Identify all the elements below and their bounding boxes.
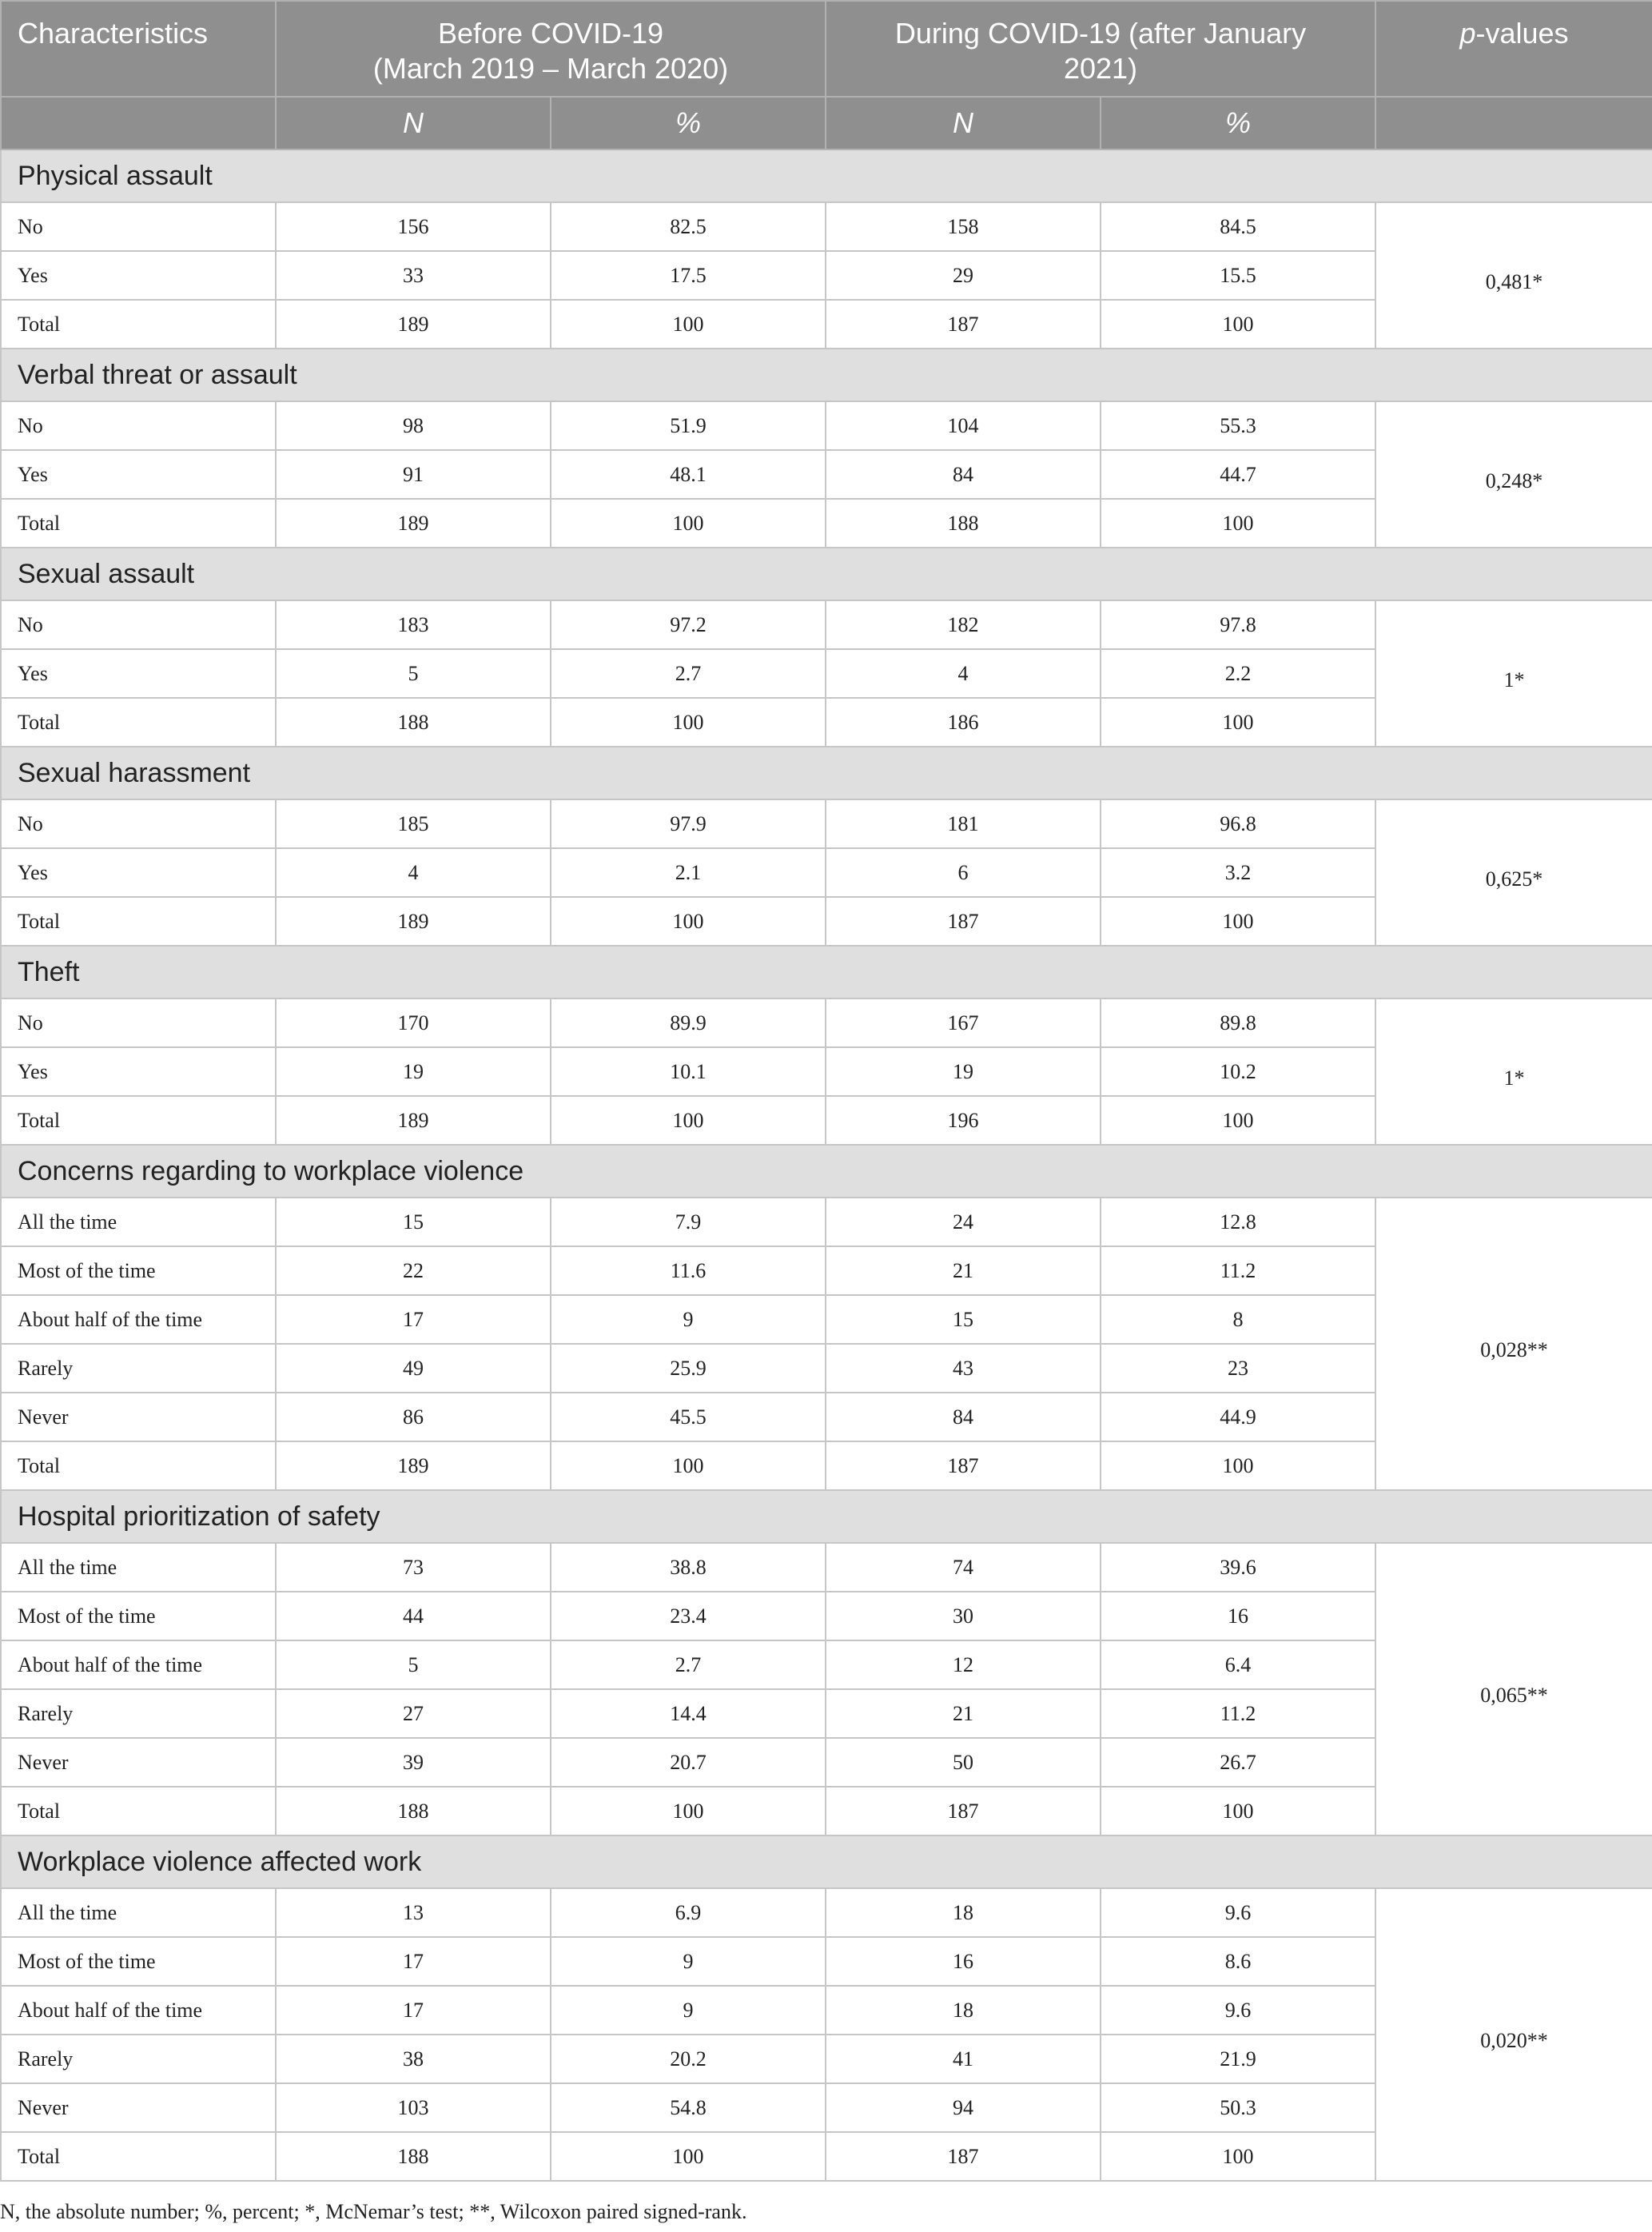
during-n-cell: 21 xyxy=(826,1246,1101,1295)
before-n-cell: 15 xyxy=(276,1198,551,1246)
before-n-cell: 4 xyxy=(276,848,551,897)
section-header-row xyxy=(1,946,1652,998)
during-percent-cell: 8 xyxy=(1101,1295,1375,1344)
row-label: All the time xyxy=(1,1198,276,1246)
during-percent-cell: 12.8 xyxy=(1101,1198,1375,1246)
before-n-cell: 188 xyxy=(276,1787,551,1835)
during-percent-cell: 11.2 xyxy=(1101,1246,1375,1295)
before-n-cell: 33 xyxy=(276,251,551,300)
during-percent-header: % xyxy=(1101,97,1375,149)
row-label: About half of the time xyxy=(1,1295,276,1344)
before-n-cell: 91 xyxy=(276,450,551,499)
during-percent-cell: 100 xyxy=(1101,1096,1375,1145)
p-value-cell: 0,020** xyxy=(1375,1888,1652,2181)
before-n-cell: 17 xyxy=(276,1295,551,1344)
before-n-cell: 38 xyxy=(276,2035,551,2083)
before-percent-cell: 100 xyxy=(551,698,826,747)
during-n-cell: 24 xyxy=(826,1198,1101,1246)
section-title: Physical assault xyxy=(1,149,1652,202)
table-row xyxy=(1,600,1652,649)
before-n-cell: 189 xyxy=(276,1096,551,1145)
before-percent-cell: 100 xyxy=(551,499,826,548)
p-value-cell: 1* xyxy=(1375,998,1652,1145)
row-label: All the time xyxy=(1,1543,276,1592)
p-value-cell: 0,248* xyxy=(1375,401,1652,548)
before-n-cell: 13 xyxy=(276,1888,551,1937)
section-header-row xyxy=(1,149,1652,202)
during-percent-cell: 100 xyxy=(1101,1441,1375,1490)
before-percent-cell: 100 xyxy=(551,1096,826,1145)
during-percent-cell: 21.9 xyxy=(1101,2035,1375,2083)
during-n-cell: 167 xyxy=(826,998,1101,1047)
empty-header-cell xyxy=(1375,97,1652,149)
section-title: Sexual harassment xyxy=(1,747,1652,799)
during-n-cell: 84 xyxy=(826,450,1101,499)
during-percent-cell: 3.2 xyxy=(1101,848,1375,897)
table-row xyxy=(1,1198,1652,1246)
row-label: Rarely xyxy=(1,1344,276,1393)
table-row xyxy=(1,401,1652,450)
section-header-row xyxy=(1,548,1652,600)
during-n-cell: 181 xyxy=(826,799,1101,848)
during-n-cell: 196 xyxy=(826,1096,1101,1145)
before-percent-cell: 2.7 xyxy=(551,1640,826,1689)
section-title: Concerns regarding to workplace violence xyxy=(1,1145,1652,1198)
before-percent-cell: 14.4 xyxy=(551,1689,826,1738)
during-percent-cell: 100 xyxy=(1101,2132,1375,2181)
row-label: Yes xyxy=(1,848,276,897)
during-n-cell: 187 xyxy=(826,300,1101,349)
before-n-cell: 156 xyxy=(276,202,551,251)
before-percent-cell: 97.9 xyxy=(551,799,826,848)
row-label: Total xyxy=(1,1096,276,1145)
before-n-cell: 103 xyxy=(276,2083,551,2132)
p-value-cell: 0,028** xyxy=(1375,1198,1652,1490)
during-percent-cell: 6.4 xyxy=(1101,1640,1375,1689)
before-n-cell: 49 xyxy=(276,1344,551,1393)
during-percent-cell: 100 xyxy=(1101,300,1375,349)
during-n-cell: 94 xyxy=(826,2083,1101,2132)
p-value-cell: 0,481* xyxy=(1375,202,1652,349)
section-header-row xyxy=(1,1835,1652,1888)
row-label: No xyxy=(1,202,276,251)
during-n-cell: 187 xyxy=(826,897,1101,946)
row-label: Never xyxy=(1,2083,276,2132)
characteristics-header: Characteristics xyxy=(1,1,276,97)
during-n-header: N xyxy=(826,97,1101,149)
during-n-cell: 12 xyxy=(826,1640,1101,1689)
before-n-cell: 183 xyxy=(276,600,551,649)
row-label: Yes xyxy=(1,251,276,300)
empty-header-cell xyxy=(1,97,276,149)
p-value-cell: 1* xyxy=(1375,600,1652,747)
row-label: No xyxy=(1,401,276,450)
before-percent-cell: 2.1 xyxy=(551,848,826,897)
row-label: Yes xyxy=(1,1047,276,1096)
during-n-cell: 188 xyxy=(826,499,1101,548)
during-n-cell: 187 xyxy=(826,2132,1101,2181)
during-percent-cell: 100 xyxy=(1101,1787,1375,1835)
during-n-cell: 187 xyxy=(826,1441,1101,1490)
before-n-cell: 5 xyxy=(276,649,551,698)
before-n-cell: 188 xyxy=(276,698,551,747)
row-label: No xyxy=(1,799,276,848)
section-header-row xyxy=(1,349,1652,401)
row-label: Never xyxy=(1,1738,276,1787)
before-n-cell: 39 xyxy=(276,1738,551,1787)
before-covid-line1: Before COVID-19 xyxy=(437,17,664,50)
during-n-cell: 158 xyxy=(826,202,1101,251)
table-row xyxy=(1,998,1652,1047)
row-label: Total xyxy=(1,2132,276,2181)
section-title: Verbal threat or assault xyxy=(1,349,1652,401)
row-label: Total xyxy=(1,499,276,548)
row-label: Most of the time xyxy=(1,1592,276,1640)
during-n-cell: 6 xyxy=(826,848,1101,897)
before-percent-cell: 100 xyxy=(551,2132,826,2181)
before-percent-cell: 23.4 xyxy=(551,1592,826,1640)
during-percent-cell: 10.2 xyxy=(1101,1047,1375,1096)
during-n-cell: 15 xyxy=(826,1295,1101,1344)
before-percent-cell: 6.9 xyxy=(551,1888,826,1937)
before-percent-cell: 9 xyxy=(551,1295,826,1344)
during-percent-cell: 26.7 xyxy=(1101,1738,1375,1787)
before-n-cell: 73 xyxy=(276,1543,551,1592)
before-n-cell: 185 xyxy=(276,799,551,848)
during-percent-cell: 96.8 xyxy=(1101,799,1375,848)
during-n-cell: 41 xyxy=(826,2035,1101,2083)
during-percent-cell: 44.7 xyxy=(1101,450,1375,499)
during-n-cell: 186 xyxy=(826,698,1101,747)
before-percent-cell: 89.9 xyxy=(551,998,826,1047)
before-n-cell: 17 xyxy=(276,1986,551,2035)
during-percent-cell: 2.2 xyxy=(1101,649,1375,698)
before-n-cell: 5 xyxy=(276,1640,551,1689)
during-percent-cell: 11.2 xyxy=(1101,1689,1375,1738)
before-percent-cell: 100 xyxy=(551,300,826,349)
before-percent-cell: 54.8 xyxy=(551,2083,826,2132)
during-covid-line2: 2021) xyxy=(1063,52,1138,85)
row-label: No xyxy=(1,600,276,649)
during-n-cell: 104 xyxy=(826,401,1101,450)
before-percent-cell: 100 xyxy=(551,1787,826,1835)
during-percent-cell: 100 xyxy=(1101,698,1375,747)
during-n-cell: 21 xyxy=(826,1689,1101,1738)
before-n-cell: 189 xyxy=(276,897,551,946)
before-n-cell: 189 xyxy=(276,499,551,548)
during-percent-cell: 16 xyxy=(1101,1592,1375,1640)
before-n-cell: 98 xyxy=(276,401,551,450)
before-percent-cell: 20.7 xyxy=(551,1738,826,1787)
before-percent-cell: 25.9 xyxy=(551,1344,826,1393)
during-percent-cell: 84.5 xyxy=(1101,202,1375,251)
during-percent-cell: 15.5 xyxy=(1101,251,1375,300)
before-n-cell: 170 xyxy=(276,998,551,1047)
before-percent-cell: 9 xyxy=(551,1937,826,1986)
during-percent-cell: 8.6 xyxy=(1101,1937,1375,1986)
p-values-rest: -values xyxy=(1475,17,1569,50)
before-percent-cell: 38.8 xyxy=(551,1543,826,1592)
p-values-italic: p xyxy=(1459,17,1476,50)
table-body xyxy=(1,149,1652,2181)
during-n-cell: 74 xyxy=(826,1543,1101,1592)
during-n-cell: 19 xyxy=(826,1047,1101,1096)
before-percent-cell: 2.7 xyxy=(551,649,826,698)
during-n-cell: 84 xyxy=(826,1393,1101,1441)
table-row xyxy=(1,202,1652,251)
before-percent-cell: 82.5 xyxy=(551,202,826,251)
during-percent-cell: 100 xyxy=(1101,897,1375,946)
during-percent-cell: 9.6 xyxy=(1101,1888,1375,1937)
during-n-cell: 30 xyxy=(826,1592,1101,1640)
during-n-cell: 18 xyxy=(826,1888,1101,1937)
table-row xyxy=(1,1888,1652,1937)
table-header xyxy=(1,1,1652,149)
row-label: All the time xyxy=(1,1888,276,1937)
during-percent-cell: 55.3 xyxy=(1101,401,1375,450)
during-percent-cell: 44.9 xyxy=(1101,1393,1375,1441)
table-footnote: N, the absolute number; %, percent; *, McNemar’s test; **, Wilcoxon paired signed-rank. xyxy=(0,2200,747,2223)
before-n-cell: 17 xyxy=(276,1937,551,1986)
row-label: No xyxy=(1,998,276,1047)
during-n-cell: 187 xyxy=(826,1787,1101,1835)
during-percent-cell: 39.6 xyxy=(1101,1543,1375,1592)
during-n-cell: 43 xyxy=(826,1344,1101,1393)
before-percent-cell: 45.5 xyxy=(551,1393,826,1441)
section-title: Workplace violence affected work xyxy=(1,1835,1652,1888)
section-title: Sexual assault xyxy=(1,548,1652,600)
row-label: Rarely xyxy=(1,2035,276,2083)
row-label: Yes xyxy=(1,450,276,499)
before-n-cell: 189 xyxy=(276,1441,551,1490)
row-label: Total xyxy=(1,300,276,349)
during-percent-cell: 9.6 xyxy=(1101,1986,1375,2035)
before-n-header: N xyxy=(276,97,551,149)
during-n-cell: 4 xyxy=(826,649,1101,698)
during-percent-cell: 50.3 xyxy=(1101,2083,1375,2132)
table-row xyxy=(1,1543,1652,1592)
before-percent-cell: 10.1 xyxy=(551,1047,826,1096)
before-percent-cell: 51.9 xyxy=(551,401,826,450)
before-percent-cell: 9 xyxy=(551,1986,826,2035)
section-title: Theft xyxy=(1,946,1652,998)
table-row xyxy=(1,799,1652,848)
before-percent-cell: 17.5 xyxy=(551,251,826,300)
during-percent-cell: 23 xyxy=(1101,1344,1375,1393)
p-values-header xyxy=(1375,1,1652,97)
before-percent-header: % xyxy=(551,97,826,149)
section-title: Hospital prioritization of safety xyxy=(1,1490,1652,1543)
before-n-cell: 86 xyxy=(276,1393,551,1441)
during-n-cell: 50 xyxy=(826,1738,1101,1787)
row-label: Most of the time xyxy=(1,1246,276,1295)
row-label: About half of the time xyxy=(1,1640,276,1689)
during-percent-cell: 97.8 xyxy=(1101,600,1375,649)
during-n-cell: 182 xyxy=(826,600,1101,649)
before-percent-cell: 11.6 xyxy=(551,1246,826,1295)
row-label: Never xyxy=(1,1393,276,1441)
before-n-cell: 22 xyxy=(276,1246,551,1295)
p-value-cell: 0,625* xyxy=(1375,799,1652,946)
during-covid-line1: During COVID-19 (after January xyxy=(894,17,1307,50)
section-header-row xyxy=(1,1145,1652,1198)
row-label: Total xyxy=(1,698,276,747)
before-percent-cell: 20.2 xyxy=(551,2035,826,2083)
before-covid-header xyxy=(276,1,826,97)
before-n-cell: 44 xyxy=(276,1592,551,1640)
before-percent-cell: 100 xyxy=(551,1441,826,1490)
row-label: Most of the time xyxy=(1,1937,276,1986)
before-n-cell: 19 xyxy=(276,1047,551,1096)
row-label: Rarely xyxy=(1,1689,276,1738)
before-percent-cell: 7.9 xyxy=(551,1198,826,1246)
before-percent-cell: 48.1 xyxy=(551,450,826,499)
during-covid-header xyxy=(826,1,1375,97)
before-n-cell: 189 xyxy=(276,300,551,349)
row-label: Total xyxy=(1,897,276,946)
before-n-cell: 27 xyxy=(276,1689,551,1738)
before-percent-cell: 97.2 xyxy=(551,600,826,649)
section-header-row xyxy=(1,1490,1652,1543)
before-n-cell: 188 xyxy=(276,2132,551,2181)
row-label: About half of the time xyxy=(1,1986,276,2035)
row-label: Total xyxy=(1,1441,276,1490)
row-label: Yes xyxy=(1,649,276,698)
before-covid-line2: (March 2019 – March 2020) xyxy=(372,52,729,85)
row-label: Total xyxy=(1,1787,276,1835)
during-percent-cell: 89.8 xyxy=(1101,998,1375,1047)
p-value-cell: 0,065** xyxy=(1375,1543,1652,1835)
during-n-cell: 29 xyxy=(826,251,1101,300)
section-header-row xyxy=(1,747,1652,799)
during-percent-cell: 100 xyxy=(1101,499,1375,548)
before-percent-cell: 100 xyxy=(551,897,826,946)
during-n-cell: 18 xyxy=(826,1986,1101,2035)
during-n-cell: 16 xyxy=(826,1937,1101,1986)
